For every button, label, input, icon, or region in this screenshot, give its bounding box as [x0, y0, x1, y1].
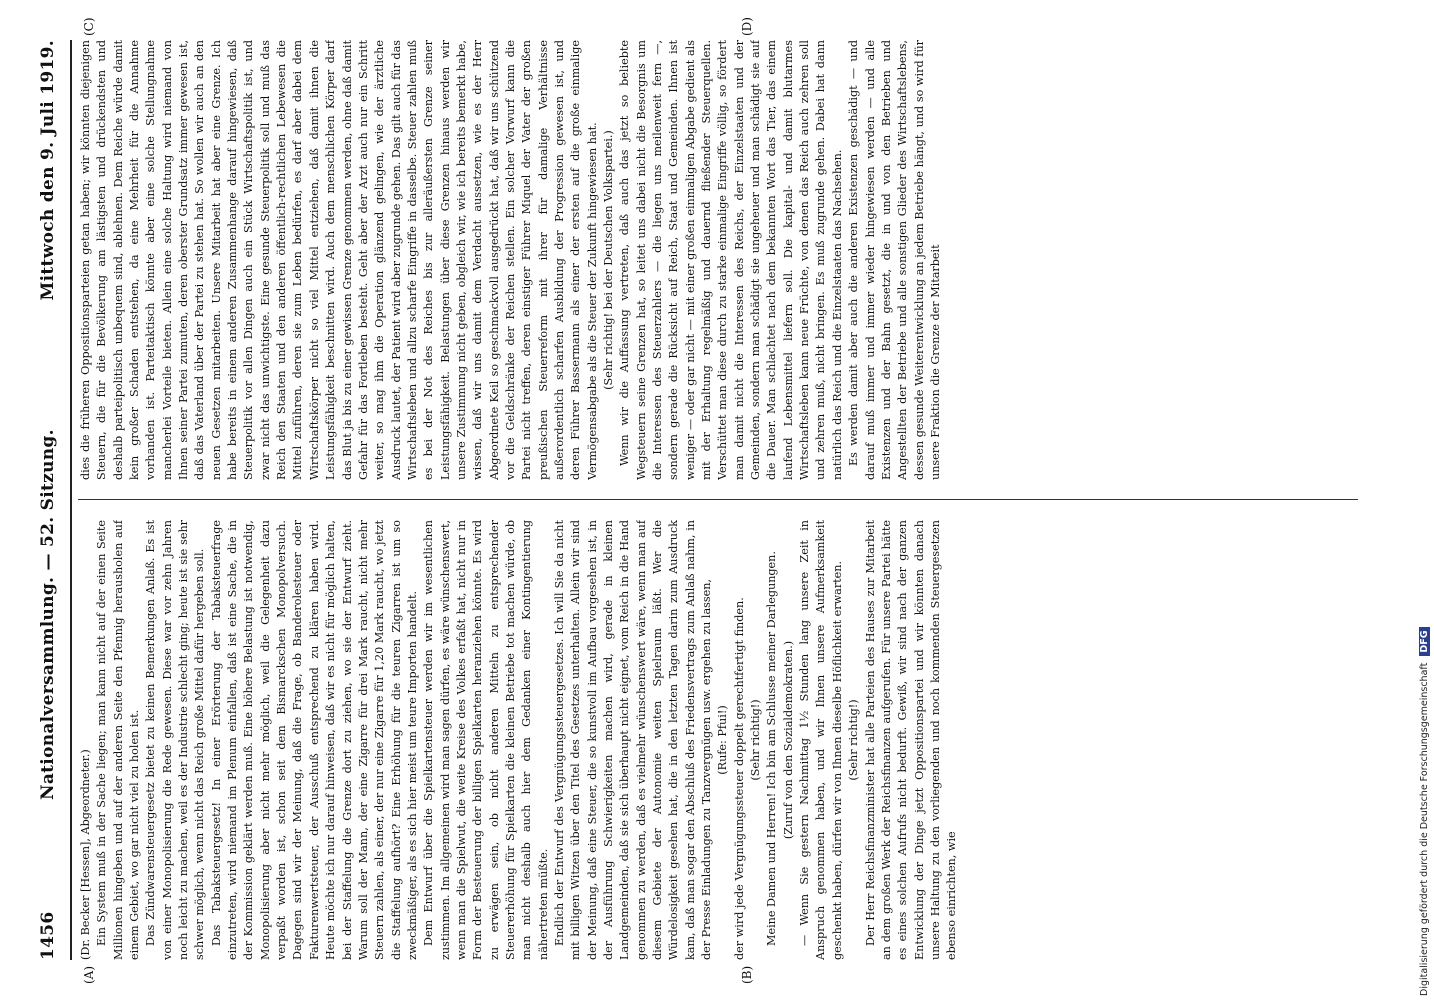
paragraph: Endlich der Entwurf des Vergnügungssteuergesetzes. Ich will Sie da nicht mit billigen Witzen über den Titel des Gesetzes unterhalten. Allein wir sind der Meinung, daß eine Steuer, die so kunstvoll im Aufbau vorgesehen ist, in der Ausführung Schwierigkeiten machen wird, gerade in kleinen Landgemeinden, daß sie sich überhaupt nicht eignet, vom Reich in die Hand genommen zu werden, daß es vielmehr wünschenswert wäre, wenn man auf diesem Gebiete der Autonomie weiten Spielraum läßt. Wer die Würdelosigkeit gesehen hat, die in den letzten Tagen darin zum Ausdruck kam, daß man sogar den Abschluß des Friedensvertrags zum Anlaß nahm, in der Presse Einladungen zu Tanzvergnügen usw. ergehen zu lassen, [552, 520, 714, 960]
interjection: (Rufe: Pfui!) [716, 705, 730, 775]
margin-mark-c: (C) [82, 17, 96, 36]
text-column-right [78, 40, 1358, 480]
paragraph: Das Tabaksteuergesetz! In einer Erörterung der Tabaksteuerfrage einzutreten, wird niemand im Plenum einfallen, daß ist eine Sache, die in der Kommission geklärt werden muß. Eine höhere Belastung ist notwendig, Monopolisierung aber nicht mehr möglich, weil die Gelegenheit dazu verpaßt worden ist, schon seit dem Bismarckschen Monopolversuch. Dagegen sind wir der Meinung, daß die Frage, ob Banderolesteuer oder Fakturenwertsteuer, der Ausschuß entsprechend zu klären haben wird. Heute möchte ich nur darauf hinweisen, daß wir es nicht für möglich halten, bei der Staffelung die Grenze dort zu ziehen, wo sie der Entwurf zieht. Warum soll der Mann, der eine Zigarre für drei Mark raucht, nicht mehr Steuern zahlen, als einer, der nur eine Zigarre für 1,20 Mark raucht, wo jetzt die Staffelung aufhört? Eine Erhöhung für die teuren Zigarren ist um so zweckmäßiger, als es sich hier meist um teure Importen handelt. [209, 520, 419, 960]
interjection: (Sehr richtig!) [847, 699, 861, 781]
column-divider [78, 499, 1358, 500]
interjection: (Sehr richtig!) [749, 699, 763, 781]
margin-mark-d: (D) [740, 17, 754, 36]
interjection: (Sehr richtig! bei der Deutschen Volkspartei.) [602, 130, 615, 390]
digitization-credit [1419, 16, 1433, 996]
paragraph: Wenn wir die Auffassung vertreten, daß auch das jetzt so beliebte Wegsteuern seine Grenzen hat, so leitet uns dabei nicht die Besorgnis um die Interessen des Steuerzahlers — die liegen uns meilenweit fern —, sondern gerade die Rücksicht auf Reich, Staat und Gemeinden. Ihnen ist weniger — oder gar nicht — mit einer großen einmaligen Abgabe gedient als mit der Erhaltung regelmäßig und dauernd fließender Steuerquellen. Verschüttet man diese durch zu starke einmalige Eingriffe völlig, so fördert man damit nicht die Interessen des Reichs, der Einzelstaaten und der Gemeinden, sondern man schädigt sie ungeheuer und man schädigt sie auf die Dauer. Man schlachtet nach dem bekannten Wort das Tier, das einem laufend Lebensmittel liefern soll. Die kapital- und damit blutarmes Wirtschaftsleben kann neue Früchte, von denen das Reich auch zehren soll und zehren muß, nicht bringen. Es muß zugrunde gehen. Dabei hat dann natürlich das Reich und die Einzelstaaten das Nachsehen. [618, 40, 844, 480]
running-header [38, 40, 68, 960]
paragraph: Der Herr Reichsfinanzminister hat alle Parteien des Hauses zur Mitarbeit an dem großen Werk der Reichsfinanzen aufgerufen. Für unsere Partei hätte es eines solchen Aufrufs nicht bedurft. Gewiß, wir sind nach der ganzen Entwicklung der Dinge jetzt Oppositionspartei und wir könnten danach unsere Haltung zu den vorliegenden und noch kommenden Steuergesetzen ebenso einrichten, wie [863, 520, 959, 960]
paragraph: — Wenn Sie gestern Nachmittag 1½ Stunden lang unsere Zeit in Anspruch genommen haben, und wir Ihnen unsere Aufmerksamkeit geschenkt haben, dürfen wir von Ihnen dieselbe Höflichkeit erwarten. [798, 520, 844, 960]
dfg-logo: DFG [1419, 627, 1430, 655]
interjection: (Zuruf von den Sozialdemokraten.) [781, 640, 795, 840]
paragraph: Ein System muß in der Sache liegen; man kann nicht auf der einen Seite Millionen hingeben und auf der anderen Seite den Pfennig herausholen auf einem Gebiet, wo gar nicht viel zu holen ist. [95, 520, 142, 960]
paragraph: dies die früheren Oppositionsparteien getan haben; wir könnten diejenigen Steuern, die für die Bevölkerung am lästigsten und drückendsten und deshalb parteipolitisch unbequem sind, ablehnen. Dem Reiche würde damit kein großer Schaden entstehen, da eine Mehrheit für die Annahme vorhanden ist. Parteitaktisch könnte aber eine solche Stellungnahme mancherlei Vorteile bieten. Allein eine solche Haltung wird niemand von Ihnen seiner Partei zumuten, deren oberster Grundsatz immer gewesen ist, daß das Vaterland über der Partei zu stehen hat. So wollen wir auch an den neuen Gesetzen mitarbeiten. Unsere Mitarbeit hat aber eine Grenze. Ich habe bereits in einem anderen Zusammenhange darauf hingewiesen, daß Steuerpolitik vor allen Dingen auch ein Stück Wirtschaftspolitik ist, und zwar nicht das unwichtigste. Eine gesunde Steuerpolitik soll und muß das Reich den Staaten und den anderen öffentlich-rechtlichen Lebewesen die Mittel zuführen, deren sie zum Leben bedürfen, es darf aber dabei dem Wirtschaftskörper nicht so viel Mittel entziehen, daß damit ihnen die Leistungsfähigkeit beschnitten wird. Auch dem menschlichen Körper darf das Blut ja bis zu einer gewissen Grenze genommen werden, ohne daß damit Gefahr für das Fortleben besteht. Geht aber der Arzt auch nur ein Schritt weiter, so mag ihm die Operation glänzend gelingen, wie der ärztliche Ausdruck lautet, der Patient wird aber zugrunde gehen. Das gilt auch für das Wirtschaftsleben und allzu scharfe Eingriffe in dasselbe. Steuer zahlen muß es bei der Not des Reiches bis zur alleräußersten Grenze seiner Leistungsfähigkeit. Belastungen über diese Grenzen hinaus werden wir unsere Zustimmung nicht geben, obgleich wir, wie ich bereits bemerkt habe, wissen, daß wir uns damit dem Verdacht aussetzen, wie es der Herr Abgeordnete Keil so geschmackvoll ausgedrückt hat, daß wir uns schützend vor die Geldschränke der Reichen stellen. Ein solcher Vorwurf kann die Partei nicht treffen, deren einstiger Führer Miquel der Vater der großen preußischen Steuerreform mit ihrer für damalige Verhältnisse außerordentlich scharfen Ausbildung der Progression gewesen ist, und deren Führer Bassermann als einer der ersten auf die große einmalige Vermögensabgabe als die Steuer der Zukunft hingewiesen hat. [79, 40, 599, 480]
text-column-left [78, 520, 1358, 960]
paragraph: Meine Damen und Herren! Ich bin am Schlusse meiner Darlegungen. [765, 551, 779, 946]
margin-mark-a: (A) [82, 965, 96, 984]
credit-text: Digitalisierung gefördert durch die Deutsche Forschungsgemeinschaft [1419, 662, 1430, 996]
paragraph: der wird jede Vergnügungssteuer doppelt gerechtfertigt finden. [732, 597, 746, 960]
paragraph: Es werden damit aber auch die anderen Existenzen geschädigt — und darauf muß immer und immer wieder hingewiesen werden — und alle Existenzen und der Bahn gesetzt, die in und von den Betrieben und Angestellten der Betriebe und alle sonstigen Glieder des Wirtschaftslebens, dessen gesunde Weiterentwicklung an jedem Betriebe hängt, und so wird für unsere Fraktion die Grenze der Mitarbeit [847, 40, 942, 480]
speaker-line: (Dr. Becker [Hessen], Abgeordneter.) [79, 749, 92, 960]
header-date: Mittwoch den 9. Juli 1919. [38, 40, 58, 301]
paragraph: Dem Entwurf über die Spielkartensteuer werden wir im wesentlichen zustimmen. Im allgemeinen wird man sagen dürfen, es wäre wünschenswert, wenn man die Spielwut, die weite Kreise des Volkes erfaßt hat, nicht nur in Form der Besteuerung der billigen Spielkarten heranziehen könnte. Es wird zu erwägen sein, ob nicht anderen Mitteln zu entsprechender Steuererhöhung für Spielkarten die kleinen Betriebe tot machen würde, ob man nicht deshalb auch hier dem Gedanken einer Kontingentierung nähertreten müßte. [422, 520, 550, 960]
margin-mark-b: (B) [740, 965, 754, 984]
paragraph: Das Zündwarensteuergesetz bietet zu keinen Bemerkungen Anlaß. Es ist von einer Monopolisierung die Rede gewesen. Diese war vor zehn Jahren noch leicht zu machen, weil es der Industrie schlecht ging; heute ist sie sehr schwer möglich, wenn nicht das Reich große Mittel dafür hergeben soll. [144, 520, 207, 960]
header-rule [70, 40, 72, 960]
page-number: 1456 [38, 911, 58, 960]
header-session: Nationalversammlung. — 52. Sitzung. [38, 429, 58, 800]
